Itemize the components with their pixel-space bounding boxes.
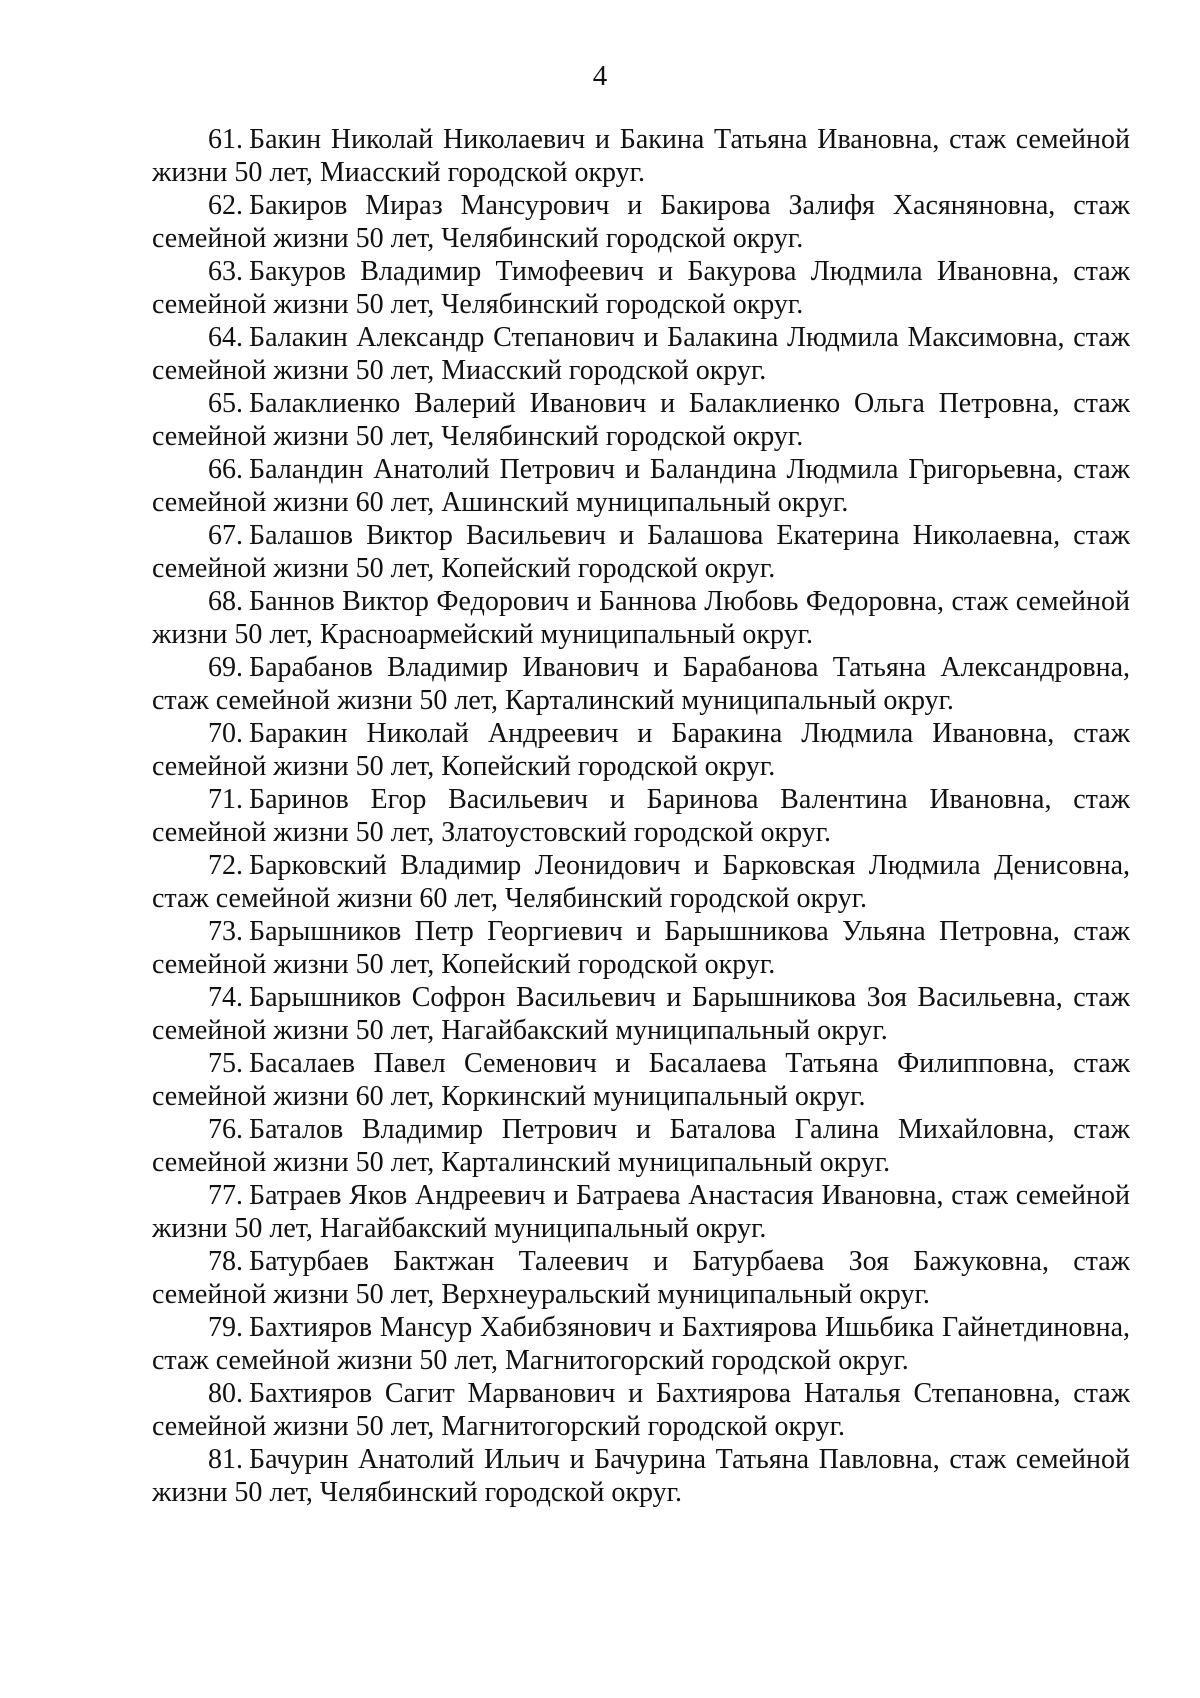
item-text: Баракин Николай Андреевич и Баракина Людмила Ивановна, стаж семейной жизни 50 лет, Копейский городской округ.	[152, 718, 1130, 782]
item-text: Барковский Владимир Леонидович и Барковская Людмила Денисовна, стаж семейной жизни 60 лет, Челябинский городской округ.	[152, 850, 1130, 914]
item-number: 78.	[208, 1246, 243, 1277]
list-item	[152, 1311, 1130, 1377]
list-item	[152, 453, 1130, 519]
item-text: Барышников Софрон Васильевич и Барышникова Зоя Васильевна, стаж семейной жизни 50 лет, Нагайбакский муниципальный округ.	[152, 982, 1130, 1046]
item-text: Баннов Виктор Федорович и Баннова Любовь Федоровна, стаж семейной жизни 50 лет, Красноармейский муниципальный округ.	[152, 586, 1130, 650]
item-number: 63.	[208, 256, 243, 287]
item-number: 62.	[208, 190, 243, 221]
item-text: Батраев Яков Андреевич и Батраева Анастасия Ивановна, стаж семейной жизни 50 лет, Нагайбакский муниципальный округ.	[152, 1180, 1130, 1244]
item-number: 71.	[208, 784, 243, 815]
list-item	[152, 189, 1130, 255]
list-item	[152, 255, 1130, 321]
list-item	[152, 849, 1130, 915]
item-text: Басалаев Павел Семенович и Басалаева Татьяна Филипповна, стаж семейной жизни 60 лет, Коркинский муниципальный округ.	[152, 1048, 1130, 1112]
item-number: 67.	[208, 520, 243, 551]
item-number: 79.	[208, 1312, 243, 1343]
item-number: 65.	[208, 388, 243, 419]
item-number: 66.	[208, 454, 243, 485]
item-text: Бачурин Анатолий Ильич и Бачурина Татьяна Павловна, стаж семейной жизни 50 лет, Челябинский городской округ.	[152, 1444, 1130, 1508]
item-text: Бахтияров Сагит Марванович и Бахтиярова Наталья Степановна, стаж семейной жизни 50 лет, Магнитогорский городской округ.	[152, 1378, 1130, 1442]
item-text: Барабанов Владимир Иванович и Барабанова Татьяна Александровна, стаж семейной жизни 50 лет, Карталинский муниципальный округ.	[152, 652, 1130, 716]
list-item	[152, 783, 1130, 849]
item-text: Балаклиенко Валерий Иванович и Балаклиенко Ольга Петровна, стаж семейной жизни 50 лет, Челябинский городской округ.	[152, 388, 1130, 452]
item-number: 69.	[208, 652, 243, 683]
item-number: 80.	[208, 1378, 243, 1409]
list-item	[152, 1179, 1130, 1245]
list-item	[152, 1377, 1130, 1443]
item-text: Бахтияров Мансур Хабибзянович и Бахтиярова Ишьбика Гайнетдиновна, стаж семейной жизни 50 лет, Магнитогорский городской округ.	[152, 1312, 1130, 1376]
list-item	[152, 651, 1130, 717]
list-item	[152, 981, 1130, 1047]
item-text: Барышников Петр Георгиевич и Барышникова Ульяна Петровна, стаж семейной жизни 50 лет, Копейский городской округ.	[152, 916, 1130, 980]
item-number: 64.	[208, 322, 243, 353]
list-item	[152, 1113, 1130, 1179]
item-number: 68.	[208, 586, 243, 617]
list-item	[152, 321, 1130, 387]
item-text: Бакиров Мираз Мансурович и Бакирова Залифя Хасяняновна, стаж семейной жизни 50 лет, Челябинский городской округ.	[152, 190, 1130, 254]
list-item	[152, 1443, 1130, 1509]
item-text: Бакуров Владимир Тимофеевич и Бакурова Людмила Ивановна, стаж семейной жизни 50 лет, Челябинский городской округ.	[152, 256, 1130, 320]
list-item	[152, 717, 1130, 783]
item-number: 70.	[208, 718, 243, 749]
list-item	[152, 387, 1130, 453]
item-number: 77.	[208, 1180, 243, 1211]
item-number: 76.	[208, 1114, 243, 1145]
item-number: 75.	[208, 1048, 243, 1079]
list-item	[152, 519, 1130, 585]
item-text: Баринов Егор Васильевич и Баринова Валентина Ивановна, стаж семейной жизни 50 лет, Златоустовский городской округ.	[152, 784, 1130, 848]
list-item	[152, 585, 1130, 651]
list-item	[152, 915, 1130, 981]
item-number: 73.	[208, 916, 243, 947]
item-text: Бакин Николай Николаевич и Бакина Татьяна Ивановна, стаж семейной жизни 50 лет, Миасский городской округ.	[152, 124, 1130, 188]
page-number: 4	[592, 60, 608, 92]
item-text: Балакин Александр Степанович и Балакина Людмила Максимовна, стаж семейной жизни 50 лет, Миасский городской округ.	[152, 322, 1130, 386]
award-list	[152, 123, 1130, 1509]
item-text: Баландин Анатолий Петрович и Баландина Людмила Григорьевна, стаж семейной жизни 60 лет, Ашинский муниципальный округ.	[152, 454, 1130, 518]
item-text: Батурбаев Бактжан Талеевич и Батурбаева Зоя Бажуковна, стаж семейной жизни 50 лет, Верхнеуральский муниципальный округ.	[152, 1246, 1130, 1310]
item-number: 81.	[208, 1444, 243, 1475]
item-text: Баталов Владимир Петрович и Баталова Галина Михайловна, стаж семейной жизни 50 лет, Карталинский муниципальный округ.	[152, 1114, 1130, 1178]
item-text: Балашов Виктор Васильевич и Балашова Екатерина Николаевна, стаж семейной жизни 50 лет, Копейский городской округ.	[152, 520, 1130, 584]
list-item	[152, 1047, 1130, 1113]
item-number: 74.	[208, 982, 243, 1013]
item-number: 72.	[208, 850, 243, 881]
list-item	[152, 1245, 1130, 1311]
item-number: 61.	[208, 124, 243, 155]
list-item	[152, 123, 1130, 189]
